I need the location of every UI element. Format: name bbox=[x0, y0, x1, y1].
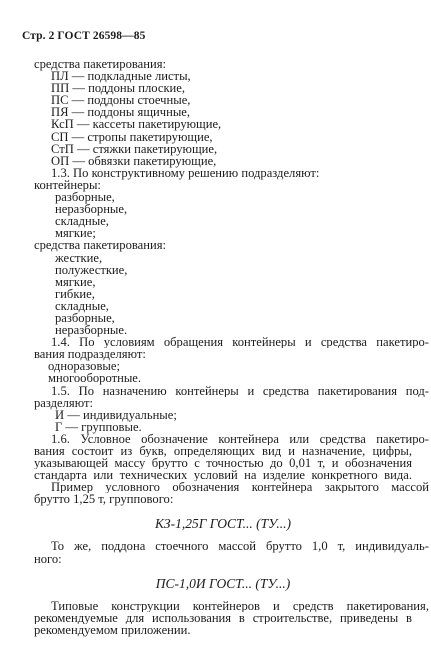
text-line: многооборотные. bbox=[48, 371, 142, 386]
text-line: жесткие, bbox=[55, 250, 103, 265]
formula-example-container: КЗ-1,25Г ГОСТ... (ТУ...) bbox=[154, 516, 292, 532]
text-block-classification bbox=[34, 57, 429, 507]
text-line: КсП — кассеты пакетирующие, bbox=[51, 117, 222, 132]
text-line: 1.5. По назначению контейнеры и средства пакетирования под- bbox=[51, 384, 429, 397]
text-line: контейнеры: bbox=[34, 177, 101, 192]
text-line: разборные, bbox=[55, 190, 115, 205]
text-line: 1.4. По условиям обращения контейнеры и средства пакетиро- bbox=[51, 336, 429, 349]
text-line: ПС — поддоны стоечные, bbox=[51, 93, 191, 108]
text-line: разборные, bbox=[55, 310, 115, 325]
text-block-appendix-note bbox=[34, 599, 429, 637]
text-line: мягкие; bbox=[55, 226, 96, 241]
text-line: полужесткие, bbox=[55, 262, 128, 277]
text-line: рекомендуемые для использования в строительстве, приведены в bbox=[34, 611, 412, 624]
text-line: Типовые конструкции контейнеров и средств пакетирования, bbox=[51, 599, 429, 612]
text-line: ПЛ — подкладные листы, bbox=[51, 69, 191, 84]
document-body bbox=[34, 57, 429, 637]
text-line: мягкие, bbox=[55, 274, 96, 289]
text-line: рекомендуемом приложении. bbox=[34, 622, 191, 637]
page-header: Стр. 2 ГОСТ 26598—85 bbox=[22, 30, 146, 42]
text-line: Г — групповые. bbox=[55, 419, 142, 434]
text-line: Пример условного обозначения контейнера закрытого массой bbox=[51, 481, 429, 494]
text-line: складные, bbox=[55, 298, 109, 313]
text-line: ОП — обвязки пакетирующие, bbox=[51, 153, 217, 168]
text-line: неразборные, bbox=[55, 202, 128, 217]
text-line: стандарта или технических условий на изделие конкретного вида. bbox=[34, 469, 412, 482]
text-line: То же, поддона стоечного массой брутто 1,0 т, индивидуаль- bbox=[51, 540, 429, 553]
text-line: средства пакетирования: bbox=[34, 57, 167, 71]
text-line: гибкие, bbox=[55, 286, 95, 301]
text-line: указывающей массу брутто с точностью до 0,01 т, и обозначения bbox=[34, 457, 412, 470]
text-block-pallet-example bbox=[34, 540, 429, 566]
text-line: 1.6. Условное обозначение контейнера или средства пакетиро- bbox=[51, 432, 429, 445]
text-line: СтП — стяжки пакетирующие, bbox=[51, 141, 218, 156]
text-line: вания подразделяют: bbox=[34, 347, 146, 362]
text-line: одноразовые; bbox=[48, 359, 120, 374]
text-line: неразборные. bbox=[55, 323, 128, 338]
text-line: складные, bbox=[55, 214, 109, 229]
text-line: средства пакетирования: bbox=[34, 238, 167, 253]
text-line: вания состоит из букв, определяющих вид и назначение, цифры, bbox=[34, 445, 412, 458]
text-line: СП — стропы пакетирующие, bbox=[51, 129, 213, 144]
text-line: ПЯ — поддоны ящичные, bbox=[51, 105, 191, 120]
text-line: И — индивидуальные; bbox=[55, 407, 177, 422]
text-line: 1.3. По конструктивному решению подразделяют: bbox=[51, 165, 320, 180]
text-line: ного: bbox=[34, 551, 62, 566]
text-line: брутто 1,25 т, группового: bbox=[34, 492, 174, 507]
formula-example-pallet: ПС-1,0И ГОСТ... (ТУ...) bbox=[155, 575, 291, 591]
text-line: ПП — поддоны плоские, bbox=[51, 81, 186, 96]
text-line: разделяют: bbox=[34, 395, 93, 410]
